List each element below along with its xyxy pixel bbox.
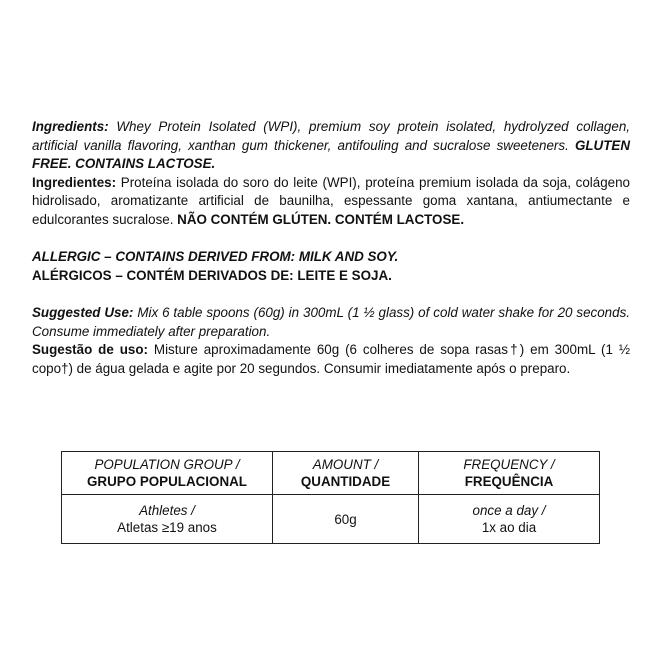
cell-population-group <box>62 495 273 544</box>
allergic-pt <box>32 267 630 286</box>
cell-amount <box>273 495 419 544</box>
ingredients-pt-text: Proteína isolada do soro do leite (WPI), proteína premium isolada da soja, colágeno hidrolisado, aromatizante artificial de baunilha, espessante goma xantana, antiumectante e edulcorantes sucralose. <box>32 174 630 227</box>
header-amount <box>273 452 419 495</box>
header-population-group-pt: GRUPO POPULACIONAL <box>87 474 247 489</box>
header-frequency-pt: FREQUÊNCIA <box>464 474 554 489</box>
ingredients-pt <box>32 174 630 230</box>
spacer <box>32 285 630 304</box>
suggested-use-en-label: Suggested Use: <box>32 304 134 320</box>
spacer <box>32 230 630 249</box>
suggested-use-pt-label: Sugestão de uso: <box>32 342 148 358</box>
cell-frequency-en: once a day / <box>472 503 546 518</box>
table-header-row <box>62 452 600 495</box>
table-row <box>62 495 600 544</box>
header-amount-pt: QUANTIDADE <box>300 474 391 489</box>
ingredients-en-warning: GLUTEN FREE. CONTAINS LACTOSE. <box>32 137 630 172</box>
header-population-group <box>62 452 273 495</box>
header-amount-en: AMOUNT / <box>312 457 379 472</box>
header-population-group-en: POPULATION GROUP / <box>94 457 240 472</box>
header-frequency-en: FREQUENCY / <box>463 457 555 472</box>
ingredients-en-label: Ingredients: <box>32 119 109 134</box>
ingredients-en <box>32 118 630 174</box>
suggested-use-en-text: Mix 6 table spoons (60g) in 300mL (1 ½ glass) of cold water shake for 20 seconds. Consume immediately after preparation. <box>32 304 630 339</box>
ingredients-en-text: Whey Protein Isolated (WPI), premium soy protein isolated, hydrolyzed collagen, artificial vanilla flavoring, xanthan gum thickener, antifouling and sucralose sweeteners. <box>32 119 630 153</box>
suggested-use-en <box>32 304 630 341</box>
suggested-use-pt-text: Misture aproximadamente 60g (6 colheres de sopa rasas†) em 300mL (1 ½ copo†) de água gelada e agite por 20 segundos. Consumir imediatamente após o preparo. <box>32 342 630 376</box>
allergic-en-text: ALLERGIC – CONTAINS DERIVED FROM: MILK AND SOY. <box>32 249 399 265</box>
cell-group-pt: Atletas ≥19 anos <box>117 520 217 535</box>
allergic-pt-text: ALÉRGICOS – CONTÉM DERIVADOS DE: LEITE E SOJA. <box>32 267 392 283</box>
allergic-en <box>32 248 630 267</box>
ingredients-pt-label: Ingredientes: <box>32 174 117 190</box>
header-frequency <box>419 452 600 495</box>
cell-frequency <box>419 495 600 544</box>
cell-amount-value: 60g <box>334 511 357 527</box>
dosage-table <box>61 451 600 544</box>
cell-frequency-pt: 1x ao dia <box>481 520 537 535</box>
ingredients-pt-warning: NÃO CONTÉM GLÚTEN. CONTÉM LACTOSE. <box>177 211 465 227</box>
suggested-use-pt <box>32 341 630 378</box>
product-label-text <box>32 118 630 378</box>
cell-group-en: Athletes / <box>139 503 195 518</box>
